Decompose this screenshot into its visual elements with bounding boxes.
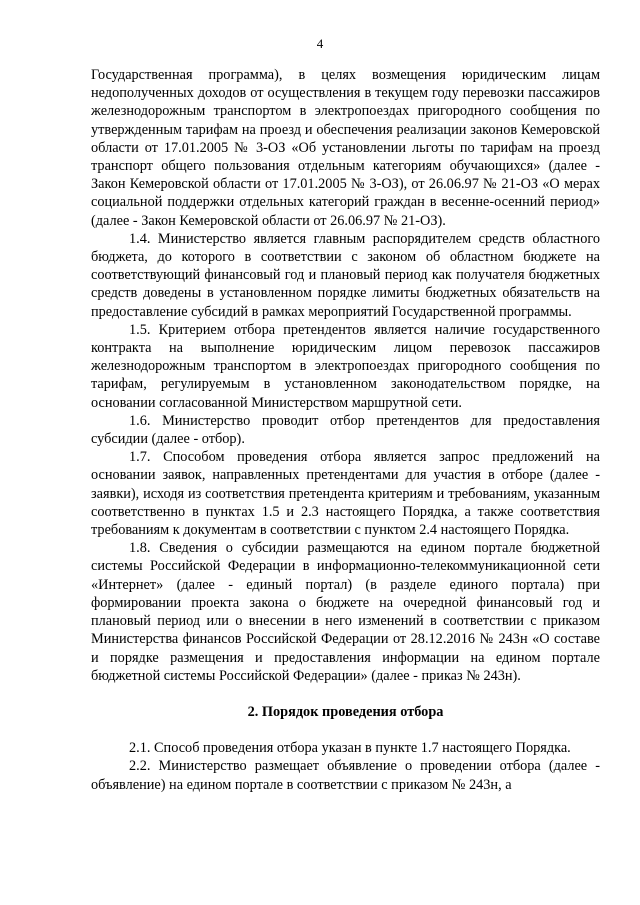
paragraph-1-8: 1.8. Сведения о субсидии размещаются на едином портале бюджетной системы Российской Федерации в информационно-телекоммуникационной сети «Интернет» (далее - единый портал) (в разделе единого портала) при формировании проекта закона о бюджете на очередной финансовый год и плановый период или о внесении в него изменений в соответствии с приказом Министерства финансов Российской Федерации от 28.12.2016 № 243н «О составе и порядке размещения и предоставления информации на едином портале бюджетной системы Российской Федерации» (далее - приказ № 243н). xyxy=(91,540,600,684)
paragraph-1-4: 1.4. Министерство является главным распорядителем средств областного бюджета, до которого в соответствии с законом об областном бюджете на соответствующий финансовый год и плановый период как получателя бюджетных средств доведены в установленном порядке лимиты бюджетных обязательств на предоставление субсидий в рамках мероприятий Государственной программы. xyxy=(91,230,600,320)
document-body xyxy=(91,66,600,794)
page-number: 4 xyxy=(316,36,324,51)
paragraph-continuation: Государственная программа), в целях возмещения юридическим лицам недополученных доходов от осуществления в текущем году перевозки пассажиров железнодорожным транспортом в электропоездах пригородного сообщения по утвержденным тарифам на проезд и обеспечения реализации законов Кемеровской области от 17.01.2005 № 3-ОЗ «Об установлении льготы по тарифам на проезд транспорт общего пользования отдельным категориям обучающихся» (далее - Закон Кемеровской области от 17.01.2005 № 3-ОЗ), от 26.06.97 № 21-ОЗ «О мерах социальной поддержки отдельных категорий граждан в весенне-осенний период» (далее - Закон Кемеровской области от 26.06.97 № 21-ОЗ). xyxy=(91,67,600,229)
section-heading: 2. Порядок проведения отбора xyxy=(247,703,444,720)
paragraph-2-1: 2.1. Способ проведения отбора указан в пункте 1.7 настоящего Порядка. xyxy=(129,740,571,757)
paragraph-1-7: 1.7. Способом проведения отбора является запрос предложений на основании заявок, направленных претендентами для участия в отборе (далее - заявки), исходя из соответствия претендента критериям и требованиям, указанным соответственно в пунктах 1.5 и 2.3 настоящего Порядка, а также соответствия требованиям к документам в соответствии с пунктом 2.4 настоящего Порядка. xyxy=(91,449,600,539)
paragraph-1-5: 1.5. Критерием отбора претендентов является наличие государственного контракта на выполнение юридическим лицом перевозок пассажиров железнодорожным транспортом в электропоездах пригородного сообщения по тарифам, регулируемым в установленном законодательством порядке, на основании согласованной Министерством маршрутной сети. xyxy=(91,321,600,411)
paragraph-1-6: 1.6. Министерство проводит отбор претендентов для предоставления субсидии (далее - отбор). xyxy=(91,412,600,448)
paragraph-2-2: 2.2. Министерство размещает объявление о проведении отбора (далее - объявление) на едином портале в соответствии с приказом № 243н, а xyxy=(91,758,600,793)
